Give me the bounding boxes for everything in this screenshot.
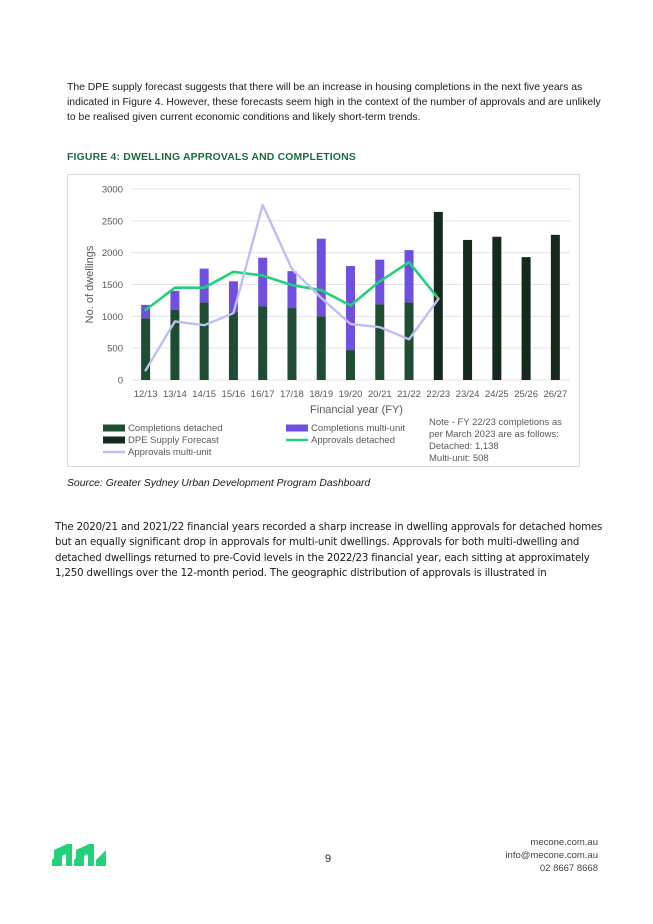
x-tick-label: 24/25 (484, 389, 509, 400)
note-line: Multi-unit: 508 (429, 453, 489, 464)
y-tick-label: 1500 (101, 280, 123, 291)
x-tick-label: 12/13 (133, 389, 158, 400)
legend-swatch (103, 437, 125, 444)
y-tick-label: 1000 (101, 311, 123, 323)
bar-dpe-supply-forecast (522, 257, 531, 380)
page-number: 9 (324, 853, 332, 865)
bar-completions-multi-unit (317, 239, 326, 317)
intro-paragraph: The DPE supply forecast suggests that there will be an increase in housing completions in the next five years as indicated in Figure 4. However, these forecasts seem high in the context of the number of approvals and are unlikely to be realised given current economic conditions and likely short-term trends. (67, 82, 601, 123)
bar-dpe-supply-forecast (551, 235, 560, 380)
x-tick-label: 17/18 (280, 389, 304, 400)
x-tick-label: 22/23 (426, 389, 451, 400)
source-caption: Source: Greater Sydney Urban Development Program Dashboard (67, 478, 371, 489)
x-tick-label: 25/26 (514, 389, 538, 400)
x-tick-label: 14/15 (192, 389, 217, 400)
bar-dpe-supply-forecast (463, 240, 472, 380)
y-tick-label: 3000 (101, 184, 123, 196)
contact-phone: 02 8667 8668 (539, 863, 598, 874)
legend-label: Approvals detached (311, 435, 395, 446)
bar-completions-detached (346, 350, 355, 380)
contact-email[interactable]: info@mecone.com.au (505, 850, 598, 861)
y-tick-label: 2000 (101, 248, 123, 260)
figure-title: FIGURE 4: DWELLING APPROVALS AND COMPLETIONS (67, 152, 356, 163)
bar-completions-detached (200, 302, 209, 380)
contact-block (505, 836, 598, 875)
y-axis-title: No. of dwellings (84, 245, 96, 324)
x-tick-label: 23/24 (455, 389, 480, 400)
bar-completions-detached (405, 302, 414, 380)
x-tick-label: 20/21 (367, 389, 392, 400)
y-tick-label: 2500 (101, 216, 123, 228)
bar-completions-multi-unit (170, 291, 179, 310)
bar-completions-detached (317, 316, 326, 380)
mecone-logo-icon (52, 840, 110, 870)
legend-swatch (286, 425, 308, 432)
bar-completions-multi-unit (405, 250, 414, 302)
x-tick-label: 18/19 (309, 389, 334, 400)
bar-completions-detached (258, 306, 267, 380)
bar-dpe-supply-forecast (492, 237, 501, 380)
legend-label: Completions detached (128, 423, 223, 434)
body-paragraph: The 2020/21 and 2021/22 financial years recorded a sharp increase in dwelling approvals for detached homes but an equally significant drop in approvals for multi-unit dwellings. Approvals for both multi-dwelling and detached dwellings returned to pre-Covid levels in the 2022/23 financial year, each sitting at approximately 1,250 dwellings over the 12-month period. The geographic distribution of approvals is illustrated in (55, 522, 603, 580)
legend-label: Completions multi-unit (311, 423, 405, 434)
contact-website[interactable]: mecone.com.au (530, 837, 598, 848)
note-line: per March 2023 are as follows: (429, 429, 559, 440)
bar-completions-multi-unit (287, 271, 296, 308)
note-line: Detached: 1,138 (429, 441, 499, 452)
x-axis-title: Financial year (FY) (310, 404, 403, 416)
y-tick-label: 0 (117, 375, 123, 387)
dwelling-chart (68, 175, 579, 466)
bar-completions-detached (287, 308, 296, 380)
bar-completions-detached (375, 304, 384, 380)
bar-completions-multi-unit (346, 266, 355, 350)
x-tick-label: 13/14 (163, 389, 187, 400)
bar-completions-multi-unit (258, 258, 267, 306)
chart-container (67, 174, 580, 467)
legend-swatch (103, 425, 125, 432)
legend-label: DPE Supply Forecast (128, 435, 219, 446)
x-tick-label: 15/16 (221, 389, 246, 400)
x-tick-label: 21/22 (397, 389, 421, 400)
x-tick-label: 26/27 (543, 389, 568, 400)
legend-label: Approvals multi-unit (128, 447, 212, 458)
note-line: Note - FY 22/23 completions as (429, 417, 562, 428)
x-tick-label: 19/20 (338, 389, 363, 400)
x-tick-label: 16/17 (250, 389, 275, 400)
bar-completions-detached (229, 313, 238, 380)
y-tick-label: 500 (107, 343, 123, 355)
